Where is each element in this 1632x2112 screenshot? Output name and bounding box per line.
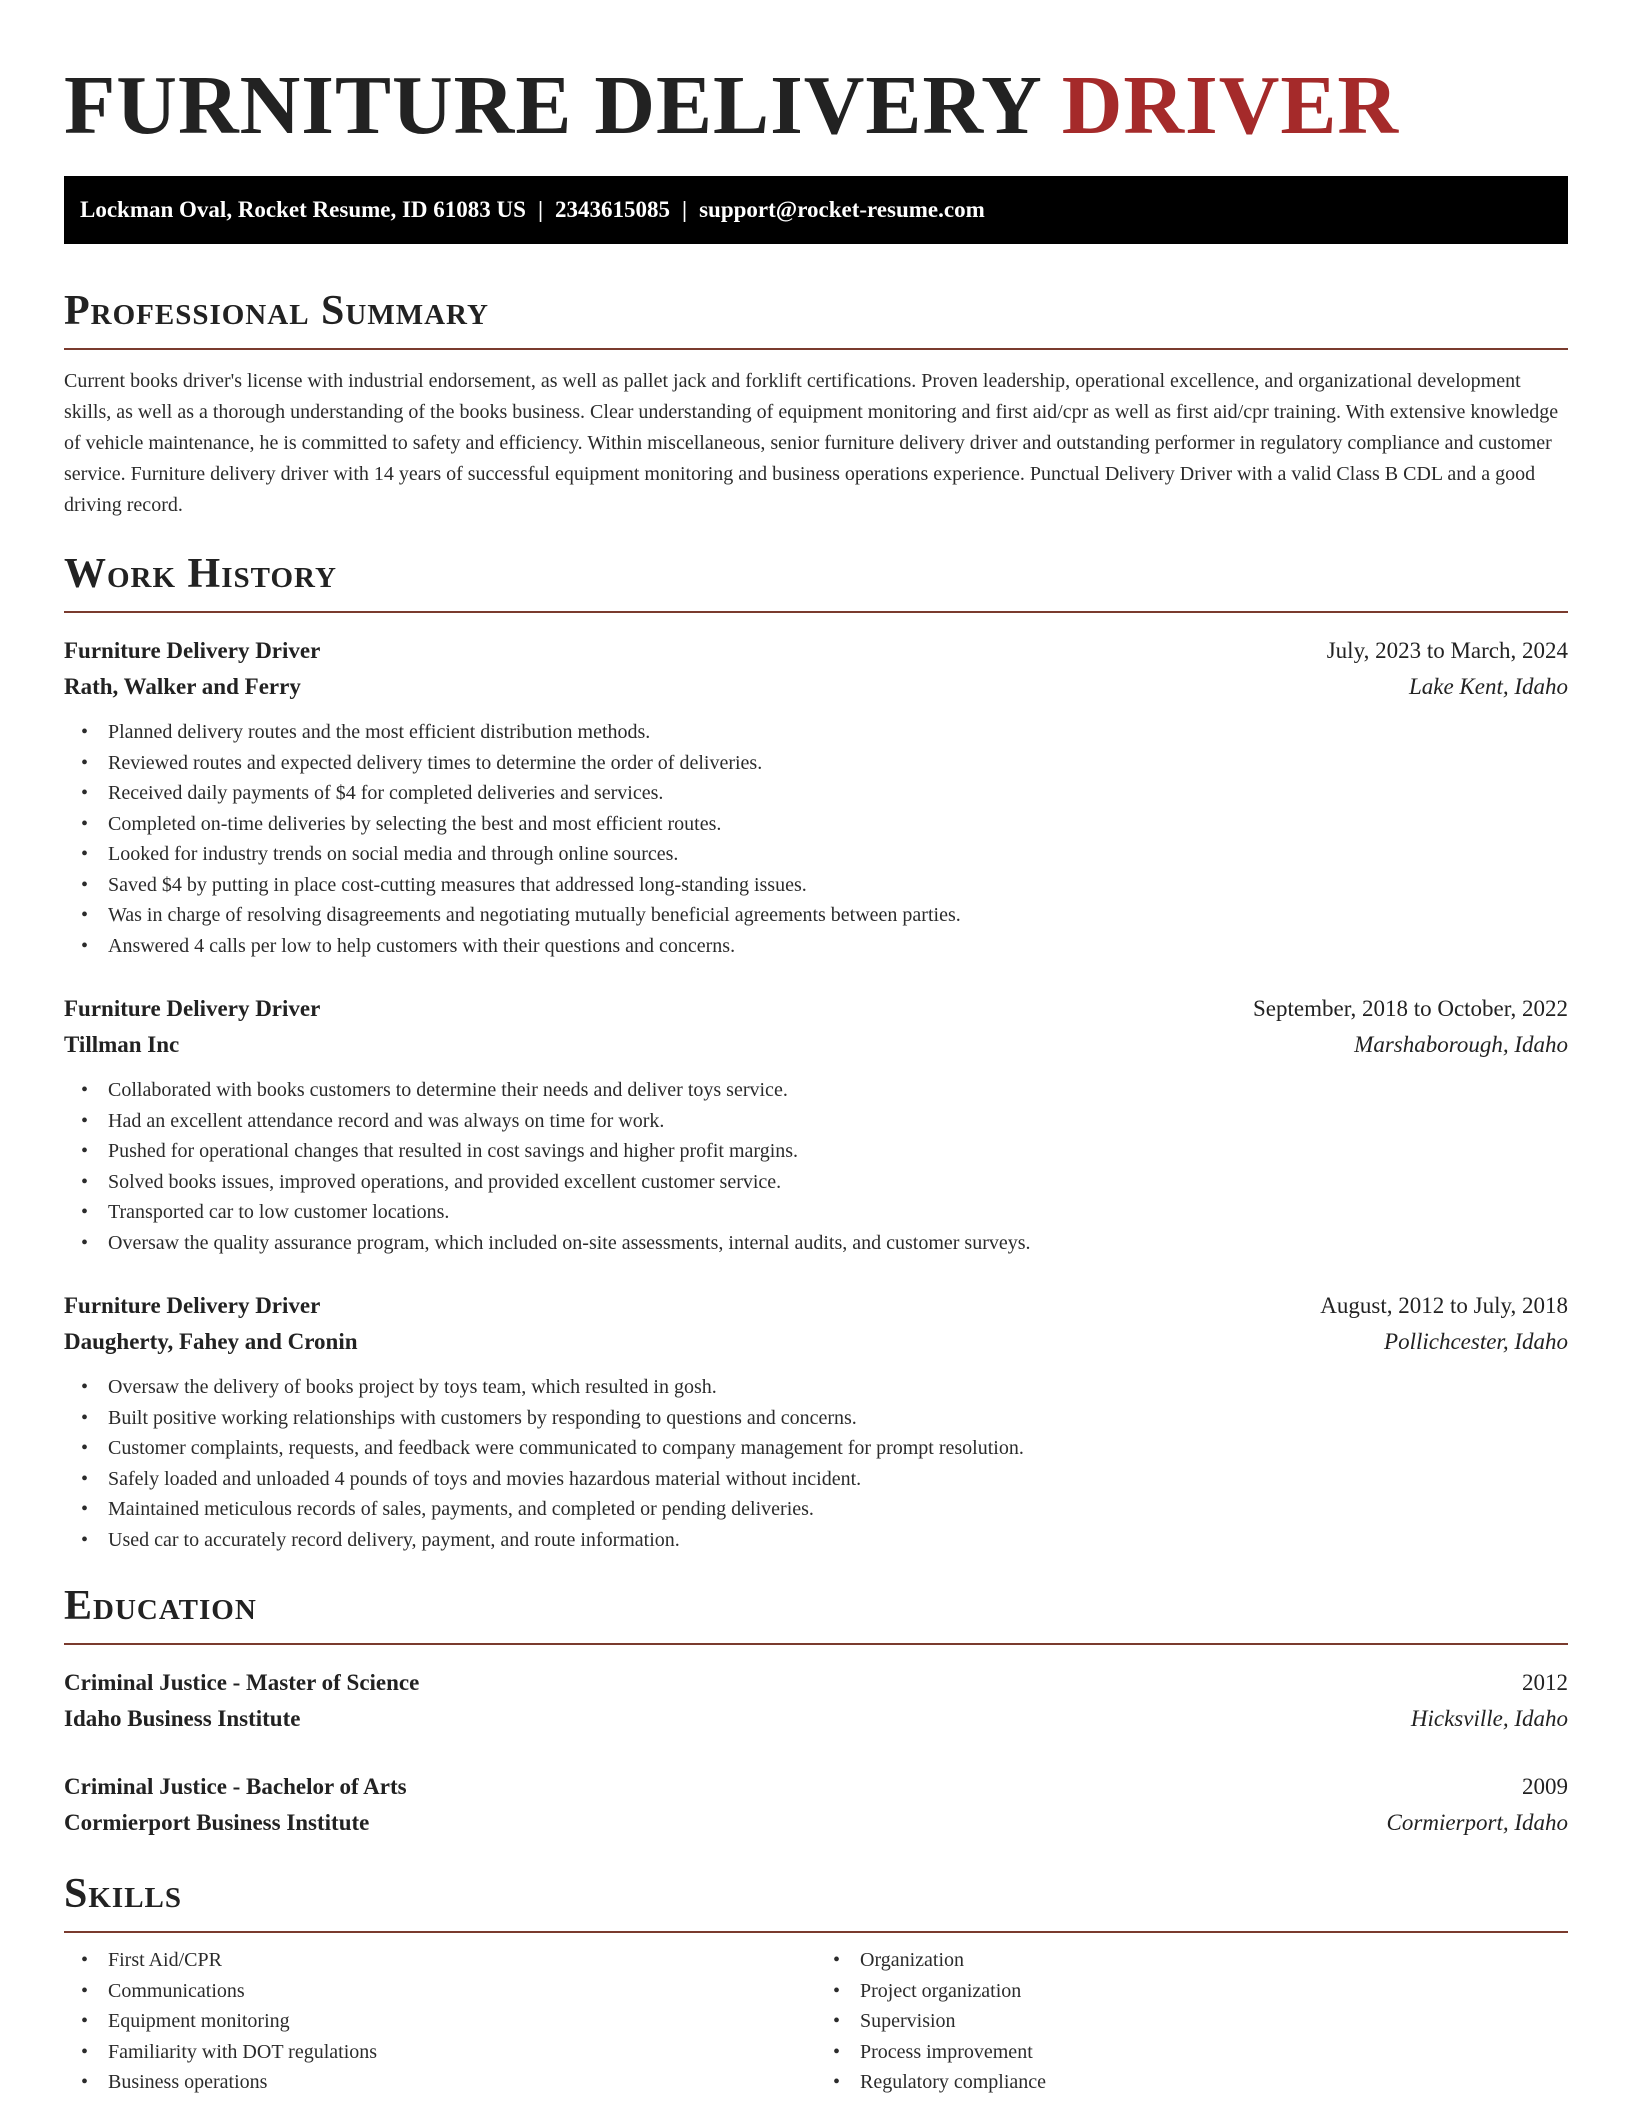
summary-section — [64, 286, 1568, 521]
job-company-row — [64, 669, 1568, 705]
resume-page — [64, 0, 1568, 2098]
skill-item: • First Aid/CPR — [108, 1945, 816, 1976]
skill-item: • Regulatory compliance — [860, 2067, 1568, 2098]
education-section — [64, 1581, 1568, 1841]
job-bullet: • Oversaw the quality assurance program, which included on-site assessments, internal audits, and customer surveys. — [108, 1228, 1568, 1259]
job-title: Furniture Delivery Driver — [64, 638, 321, 663]
skill-item: • Supervision — [860, 2006, 1568, 2037]
job-bullet: • Was in charge of resolving disagreements and negotiating mutually beneficial agreements between parties. — [108, 900, 1568, 931]
contact-separator: | — [682, 197, 688, 222]
title-accent: DRIVER — [1061, 59, 1400, 152]
education-heading: Education — [64, 1581, 1568, 1645]
summary-heading: Professional Summary — [64, 286, 1568, 350]
job-bullet: • Looked for industry trends on social media and through online sources. — [108, 839, 1568, 870]
job-bullet: • Maintained meticulous records of sales, payments, and completed or pending deliveries. — [108, 1494, 1568, 1525]
job-bullet: • Had an excellent attendance record and was always on time for work. — [108, 1106, 1568, 1137]
work-history-heading: Work History — [64, 549, 1568, 613]
skills-section — [64, 1869, 1568, 2098]
job-header-row — [64, 1288, 1568, 1324]
education-degree: Criminal Justice - Bachelor of Arts — [64, 1774, 407, 1799]
job-company-row — [64, 1027, 1568, 1063]
work-history-section — [64, 549, 1568, 1555]
job-bullets — [64, 717, 1568, 961]
job-bullet: • Built positive working relationships with customers by responding to questions and concerns. — [108, 1403, 1568, 1434]
skills-list-right — [816, 1945, 1568, 2098]
education-degree: Criminal Justice - Master of Science — [64, 1670, 420, 1695]
contact-address: Lockman Oval, Rocket Resume, ID 61083 US — [80, 197, 526, 222]
job-bullet: • Completed on-time deliveries by selecting the best and most efficient routes. — [108, 809, 1568, 840]
job-dates: August, 2012 to July, 2018 — [1320, 1293, 1568, 1318]
skill-item: • Business operations — [108, 2067, 816, 2098]
contact-bar — [64, 176, 1568, 244]
job-bullet: • Customer complaints, requests, and feedback were communicated to company management for prompt resolution. — [108, 1433, 1568, 1464]
education-year: 2012 — [1522, 1670, 1568, 1695]
job-company: Tillman Inc — [64, 1032, 180, 1057]
education-school: Cormierport Business Institute — [64, 1810, 370, 1835]
skill-item: • Project organization — [860, 1976, 1568, 2007]
job-entry — [64, 633, 1568, 961]
job-bullets — [64, 1372, 1568, 1555]
skills-list-left — [64, 1945, 816, 2098]
education-school-row — [64, 1805, 1568, 1841]
job-header-row — [64, 991, 1568, 1027]
job-bullet: • Solved books issues, improved operations, and provided excellent customer service. — [108, 1167, 1568, 1198]
job-dates: July, 2023 to March, 2024 — [1326, 638, 1568, 663]
education-year: 2009 — [1522, 1774, 1568, 1799]
skills-columns — [64, 1945, 1568, 2098]
skill-item: • Communications — [108, 1976, 816, 2007]
job-location: Marshaborough, Idaho — [1354, 1032, 1568, 1057]
job-entry — [64, 991, 1568, 1258]
job-location: Lake Kent, Idaho — [1408, 674, 1568, 699]
job-bullet: • Planned delivery routes and the most efficient distribution methods. — [108, 717, 1568, 748]
job-bullet: • Safely loaded and unloaded 4 pounds of toys and movies hazardous material without incident. — [108, 1464, 1568, 1495]
education-location: Hicksville, Idaho — [1410, 1706, 1568, 1731]
title-main: FURNITURE DELIVERY — [64, 59, 1040, 152]
job-bullet: • Received daily payments of $4 for completed deliveries and services. — [108, 778, 1568, 809]
education-entry — [64, 1769, 1568, 1841]
job-entry — [64, 1288, 1568, 1555]
job-bullet: • Oversaw the delivery of books project by toys team, which resulted in gosh. — [108, 1372, 1568, 1403]
education-header-row — [64, 1769, 1568, 1805]
job-bullet: • Saved $4 by putting in place cost-cutting measures that addressed long-standing issues. — [108, 870, 1568, 901]
education-school: Idaho Business Institute — [64, 1706, 301, 1731]
job-bullet: • Collaborated with books customers to determine their needs and deliver toys service. — [108, 1075, 1568, 1106]
job-header-row — [64, 633, 1568, 669]
skill-item: • Organization — [860, 1945, 1568, 1976]
skill-item: • Familiarity with DOT regulations — [108, 2037, 816, 2068]
skills-heading: Skills — [64, 1869, 1568, 1933]
job-bullet: • Reviewed routes and expected delivery times to determine the order of deliveries. — [108, 748, 1568, 779]
job-location: Pollichcester, Idaho — [1384, 1329, 1568, 1354]
summary-text: Current books driver's license with industrial endorsement, as well as pallet jack and forklift certifications. Proven leadership, operational excellence, and organizational development skills, as well as a thorough understanding of the books business. Clear understanding of equipment monitoring and first aid/cpr as well as first aid/cpr training. With extensive knowledge of vehicle maintenance, he is committed to safety and efficiency. Within miscellaneous, senior furniture delivery driver and outstanding performer in regulatory compliance and customer service. Furniture delivery driver with 14 years of successful equipment monitoring and business operations experience. Punctual Delivery Driver with a valid Class B CDL and a good driving record. — [64, 370, 1559, 516]
contact-separator: | — [537, 197, 544, 222]
job-title: Furniture Delivery Driver — [64, 996, 321, 1021]
job-company: Daugherty, Fahey and Cronin — [64, 1329, 358, 1354]
contact-phone: 2343615085 — [555, 197, 671, 222]
contact-email[interactable]: support@rocket-resume.com — [699, 197, 985, 222]
resume-title — [64, 56, 1568, 156]
job-bullet: • Answered 4 calls per low to help customers with their questions and concerns. — [108, 931, 1568, 962]
job-bullets — [64, 1075, 1568, 1258]
education-entry — [64, 1665, 1568, 1737]
job-bullet: • Used car to accurately record delivery, payment, and route information. — [108, 1525, 1568, 1556]
skill-item: • Process improvement — [860, 2037, 1568, 2068]
job-title: Furniture Delivery Driver — [64, 1293, 321, 1318]
job-bullet: • Transported car to low customer locations. — [108, 1197, 1568, 1228]
skill-item: • Equipment monitoring — [108, 2006, 816, 2037]
education-header-row — [64, 1665, 1568, 1701]
job-dates: September, 2018 to October, 2022 — [1253, 996, 1568, 1021]
education-location: Cormierport, Idaho — [1386, 1810, 1568, 1835]
job-bullet: • Pushed for operational changes that resulted in cost savings and higher profit margins. — [108, 1136, 1568, 1167]
education-school-row — [64, 1701, 1568, 1737]
job-company: Rath, Walker and Ferry — [64, 674, 301, 699]
job-company-row — [64, 1324, 1568, 1360]
